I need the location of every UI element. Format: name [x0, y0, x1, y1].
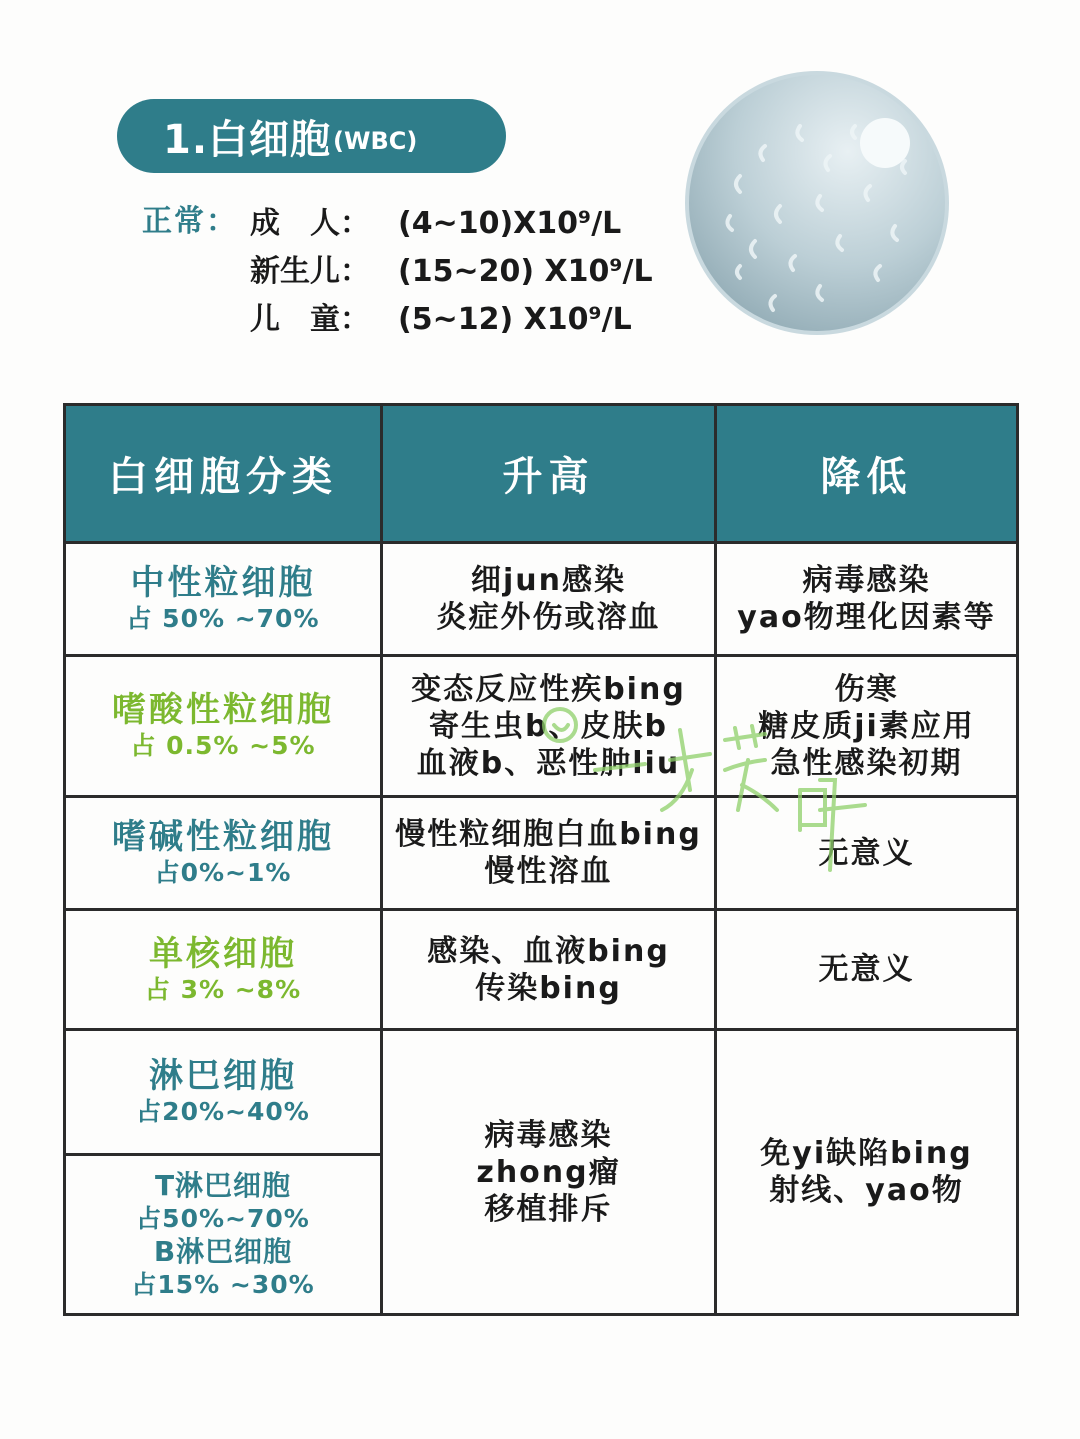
section-title-abbrev: (WBC): [333, 127, 418, 155]
increase-cell: [382, 910, 716, 1030]
cell-type-percent: 占 0.5% ~5%: [130, 731, 316, 760]
section-title: [117, 99, 506, 173]
wbc-classification-table: [63, 403, 1019, 1316]
reference-value: (15~20) X10⁹/L: [398, 254, 653, 289]
increase-cell: [382, 656, 716, 797]
decrease-line: 急性感染初期: [770, 745, 963, 781]
increase-line: 细jun感染: [471, 563, 626, 598]
table-row-lymphocyte: [65, 1030, 1018, 1155]
decrease-cell: [716, 656, 1018, 797]
increase-line: 慢性粒细胞白血bing: [395, 817, 702, 852]
increase-cell: [382, 1030, 716, 1315]
decrease-line: 糖皮质ji素应用: [758, 708, 975, 744]
normal-range-label: 正常：: [142, 204, 238, 239]
decrease-line: 伤寒: [834, 671, 899, 707]
white-blood-cell-illustration: [680, 66, 955, 341]
cell-subtype-percent: 占15% ~30%: [131, 1269, 315, 1299]
reference-row-child: [250, 294, 632, 338]
increase-cell: [382, 543, 716, 656]
decrease-line: yao物理化因素等: [737, 600, 996, 635]
cell-type-name: 单核细胞: [149, 933, 297, 974]
cell-type-percent: 占0%~1%: [154, 858, 292, 887]
decrease-line: 无意义: [818, 952, 915, 987]
decrease-cell: [716, 1030, 1018, 1315]
section-title-main: 1.白细胞: [163, 116, 332, 163]
header-increase: 升高: [382, 405, 716, 543]
table-row-neutrophil: [65, 543, 1018, 656]
cell-type: [65, 910, 382, 1030]
cell-subtype-name: T淋巴细胞: [154, 1168, 292, 1202]
cell-type-name: 嗜碱性粒细胞: [112, 817, 334, 857]
cell-type-name: 嗜酸性粒细胞: [112, 690, 334, 730]
increase-line: 变态反应性疾bing: [411, 671, 686, 707]
cell-subtype-percent: 占50%~70%: [136, 1203, 310, 1233]
table-row-basophil: [65, 797, 1018, 910]
table-header-row: [65, 405, 1018, 543]
reference-group: 儿 童：: [250, 302, 370, 337]
increase-line: 炎症外伤或溶血: [436, 600, 661, 635]
reference-value: (4~10)X10⁹/L: [398, 206, 622, 241]
reference-value: (5~12) X10⁹/L: [398, 302, 632, 337]
decrease-line: 病毒感染: [802, 563, 931, 598]
increase-line: 移植排斥: [484, 1191, 613, 1227]
cell-type-percent: 占 3% ~8%: [144, 974, 302, 1004]
table-row-eosinophil: [65, 656, 1018, 797]
increase-line: zhong瘤: [476, 1154, 621, 1190]
increase-line: 传染bing: [475, 970, 622, 1006]
increase-cell: [382, 797, 716, 910]
header-decrease: 降低: [716, 405, 1018, 543]
header-classification: 白细胞分类: [65, 405, 382, 543]
cell-type: [65, 797, 382, 910]
decrease-cell: [716, 543, 1018, 656]
increase-line: 血液b、恶性肿liu: [416, 745, 681, 781]
decrease-line: 免yi缺陷bing: [760, 1136, 973, 1171]
reference-group: 成 人：: [250, 206, 370, 241]
table-row-monocyte: [65, 910, 1018, 1030]
decrease-line: 无意义: [818, 835, 915, 871]
cell-type: [65, 543, 382, 656]
cell-type: [65, 1030, 382, 1155]
decrease-cell: [716, 797, 1018, 910]
reference-group: 新生儿：: [250, 254, 370, 289]
reference-row-adult: [250, 198, 621, 242]
decrease-line: 射线、yao物: [769, 1173, 964, 1208]
increase-line: 寄生虫b、皮肤b: [429, 708, 668, 744]
cell-type-percent: 占 50% ~70%: [126, 604, 320, 633]
cell-type-percent: 占20%~40%: [136, 1097, 310, 1126]
cell-type-name: 淋巴细胞: [149, 1056, 297, 1096]
reference-row-newborn: [250, 246, 653, 290]
cell-type-name: 中性粒细胞: [130, 563, 316, 603]
increase-line: 感染、血液bing: [427, 933, 670, 969]
cell-type: [65, 656, 382, 797]
cell-type: [65, 1155, 382, 1315]
cell-subtype-name: B淋巴细胞: [153, 1234, 293, 1268]
increase-line: 病毒感染: [484, 1117, 613, 1153]
decrease-cell: [716, 910, 1018, 1030]
increase-line: 慢性溶血: [484, 854, 613, 889]
